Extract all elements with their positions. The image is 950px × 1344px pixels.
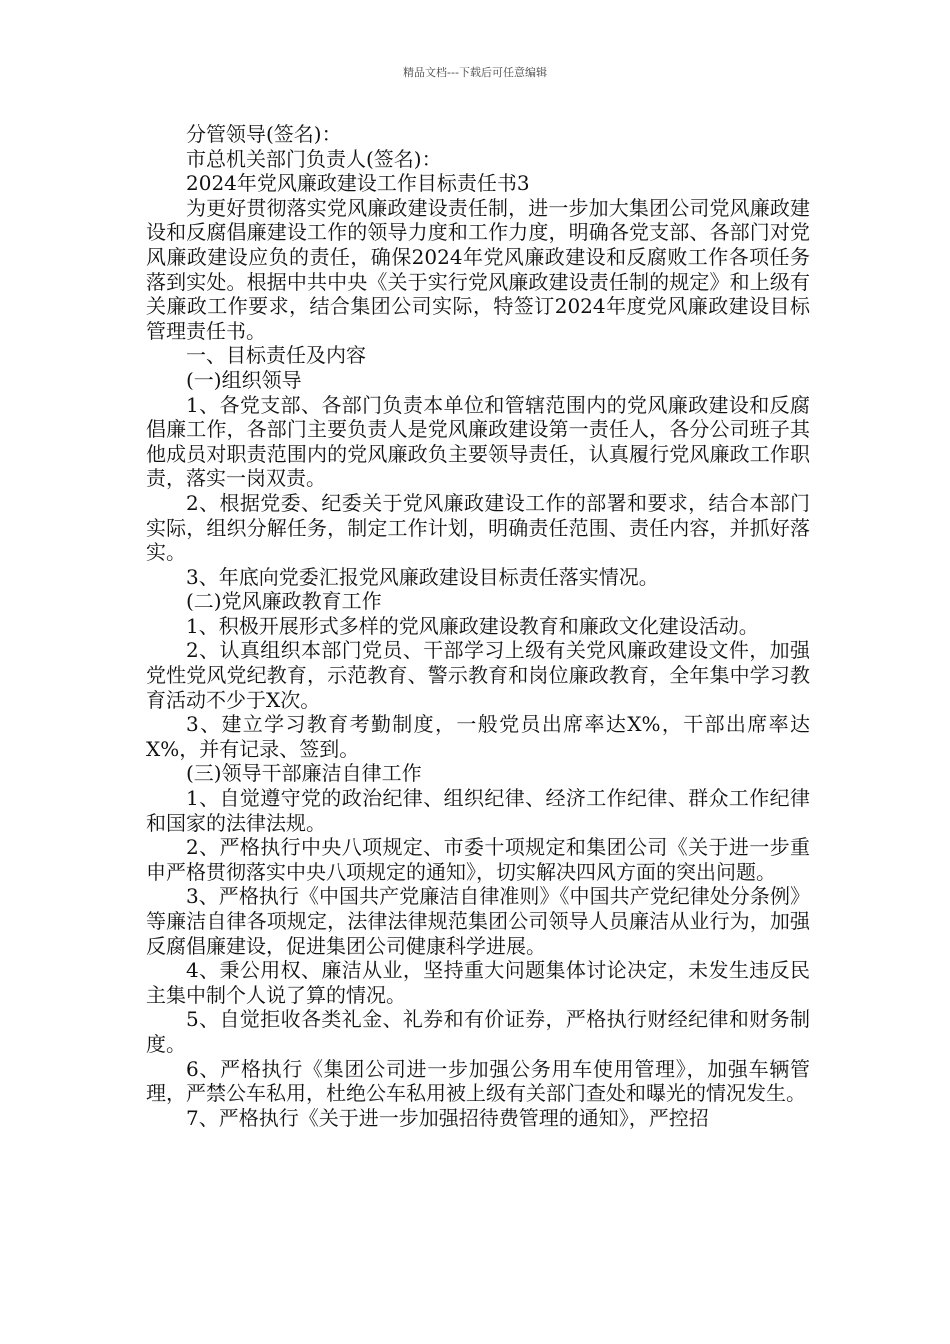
list-item: 2、严格执行中央八项规定、市委十项规定和集团公司《关于进一步重申严格贯彻落实中央八项规定的通知》，切实解决四风方面的突出问题。 [146, 835, 810, 884]
subsection-heading: (一)组织领导 [186, 367, 302, 392]
list-item: 3、年底向党委汇报党风廉政建设目标责任落实情况。 [186, 564, 659, 589]
section-heading: 一、目标责任及内容 [186, 343, 366, 368]
list-item: 2、根据党委、纪委关于党风廉政建设工作的部署和要求，结合本部门实际，组织分解任务，制定工作计划，明确责任范围、责任内容，并抓好落实。 [146, 490, 810, 565]
list-item: 2、认真组织本部门党员、干部学习上级有关党风廉政建设文件，加强党性党风党纪教育，示范教育、警示教育和岗位廉政教育，全年集中学习教育活动不少于X次。 [146, 638, 810, 712]
subsection-heading: (三)领导干部廉洁自律工作 [186, 761, 422, 786]
list-item: 3、建立学习教育考勤制度，一般党员出席率达X%，干部出席率达X%，并有记录、签到。 [146, 712, 810, 761]
page-header: 精品文档---下载后可任意编辑 [403, 66, 547, 79]
document-body [146, 122, 810, 1130]
signature-line-department-head: 市总机关部门负责人(签名)： [186, 146, 442, 171]
list-item: 5、自觉拒收各类礼金、礼券和有价证券，严格执行财经纪律和财务制度。 [146, 1007, 810, 1056]
list-item: 1、各党支部、各部门负责本单位和管辖范围内的党风廉政建设和反腐倡廉工作，各部门主要负责人是党风廉政建设第一责任人，各分公司班子其他成员对职责范围内的党风廉政负主要领导责任，认真履行党风廉政工作职责，落实一岗双责。 [146, 392, 810, 491]
list-item: 4、秉公用权、廉洁从业，坚持重大问题集体讨论决定，未发生违反民主集中制个人说了算的情况。 [146, 958, 810, 1007]
list-item: 1、积极开展形式多样的党风廉政建设教育和廉政文化建设活动。 [186, 613, 759, 638]
list-item: 1、自觉遵守党的政治纪律、组织纪律、经济工作纪律、群众工作纪律和国家的法律法规。 [146, 786, 810, 835]
signature-line-leader: 分管领导(签名)： [186, 122, 342, 146]
intro-paragraph: 为更好贯彻落实党风廉政建设责任制，进一步加大集团公司党风廉政建设和反腐倡廉建设工作的领导力度和工作力度，明确各党支部、各部门对党风廉政建设应负的责任，确保2024年党风廉政建设和反腐败工作各项任务落到实处。根据中共中央《关于实行党风廉政建设责任制的规定》和上级有关廉政工作要求，结合集团公司实际，特签订2024年度党风廉政建设目标管理责任书。 [146, 195, 810, 343]
subsection-heading: (二)党风廉政教育工作 [186, 589, 382, 614]
document-title: 2024年党风廉政建设工作目标责任书3 [186, 171, 530, 196]
list-item: 3、严格执行《中国共产党廉洁自律准则》《中国共产党纪律处分条例》等廉洁自律各项规定，法律法律规范集团公司领导人员廉洁从业行为，加强反腐倡廉建设，促进集团公司健康科学进展。 [146, 884, 810, 958]
list-item: 7、严格执行《关于进一步加强招待费管理的通知》，严控招 [186, 1105, 709, 1130]
list-item: 6、严格执行《集团公司进一步加强公务用车使用管理》，加强车辆管理，严禁公车私用，杜绝公车私用被上级有关部门查处和曝光的情况发生。 [146, 1056, 810, 1106]
